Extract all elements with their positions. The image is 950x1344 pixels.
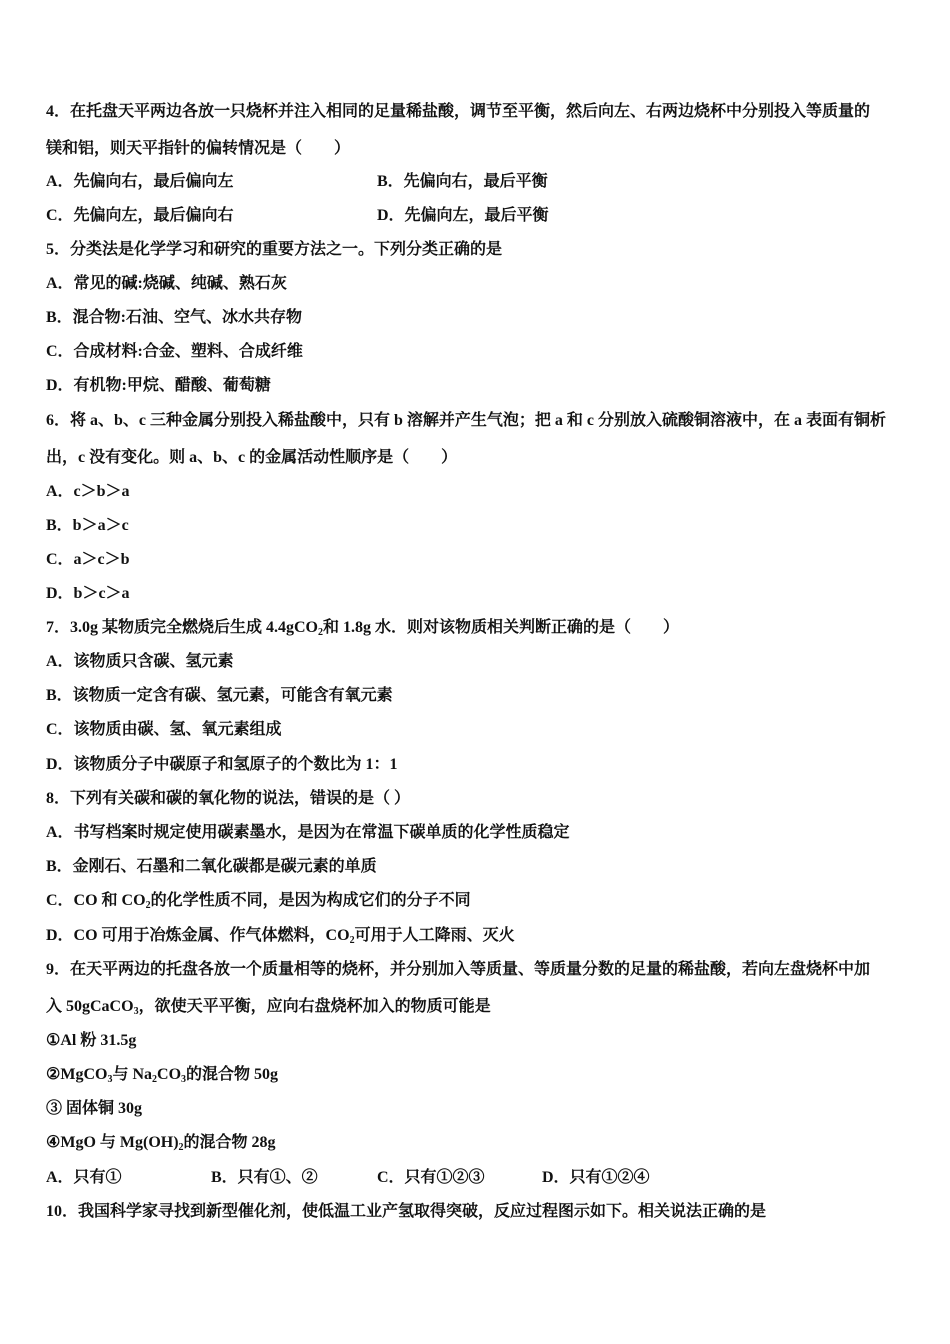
text: 可用于人工降雨、灭火 (354, 927, 515, 944)
q9-option-d: D．只有①②④ (542, 1169, 650, 1186)
q5-option-d: D．有机物:甲烷、醋酸、葡萄糖 (46, 377, 271, 394)
subscript: 2 (145, 900, 151, 911)
text: ②MgCO (46, 1066, 108, 1083)
text: ，欲使天平平衡，应向右盘烧杯加入的物质可能是 (138, 998, 491, 1015)
q5-stem: 5．分类法是化学学习和研究的重要方法之一。下列分类正确的是 (46, 241, 503, 258)
q9-item-4 (46, 1133, 276, 1153)
text: 与 Na (112, 1066, 153, 1083)
q9-option-a: A．只有① (46, 1169, 122, 1186)
q4-stem-line-2: 镁和铝，则天平指针的偏转情况是（ ） (46, 140, 351, 157)
text: CO (157, 1066, 182, 1083)
text: 的混合物 28g (183, 1134, 276, 1151)
q4-option-a: A．先偏向右，最后偏向左 (46, 173, 234, 190)
subscript: 2 (318, 627, 324, 638)
q9-item-1: ①Al 粉 31.5g (46, 1032, 137, 1049)
q5-option-c: C．合成材料:合金、塑料、合成纤维 (46, 343, 303, 360)
q4-stem-line-1: 4．在托盘天平两边各放一只烧杯并注入相同的足量稀盐酸，调节至平衡，然后向左、右两边烧杯中分别投入等质量的 (46, 103, 871, 120)
q7-option-d: D．该物质分子中碳原子和氢原子的个数比为 1：1 (46, 756, 398, 773)
q6-option-c: C．a＞c＞b (46, 551, 130, 568)
q9-item-3: ③ 固体铜 30g (46, 1100, 143, 1117)
q7-option-b: B．该物质一定含有碳、氢元素，可能含有氧元素 (46, 687, 393, 704)
q7-stem-text: 7．3.0g 某物质完全燃烧后生成 4.4gCO (46, 619, 319, 636)
q7-option-c: C．该物质由碳、氢、氧元素组成 (46, 721, 282, 738)
q5-option-b: B．混合物:石油、空气、冰水共存物 (46, 309, 303, 326)
q7-option-a: A．该物质只含碳、氢元素 (46, 653, 234, 670)
q9-option-c: C．只有①②③ (377, 1169, 485, 1186)
text: 入 50gCaCO (46, 998, 134, 1015)
q6-option-a: A．c＞b＞a (46, 483, 130, 500)
q8-option-b: B．金刚石、石墨和二氧化碳都是碳元素的单质 (46, 858, 377, 875)
q9-stem-line-1: 9．在天平两边的托盘各放一个质量相等的烧杯，并分别加入等质量、等质量分数的足量的稀盐酸，若向左盘烧杯中加 (46, 961, 871, 978)
subscript: 3 (107, 1074, 113, 1085)
text: 的化学性质不同，是因为构成它们的分子不同 (150, 892, 471, 909)
q8-option-d (46, 926, 515, 946)
q8-option-c (46, 891, 471, 911)
q8-option-a: A．书写档案时规定使用碳素墨水，是因为在常温下碳单质的化学性质稳定 (46, 824, 570, 841)
q7-stem-text: 和 1.8g 水．则对该物质相关判断正确的是（ ） (323, 619, 680, 636)
text: 的混合物 50g (186, 1066, 279, 1083)
q4-option-d: D．先偏向左，最后平衡 (377, 207, 549, 224)
q6-option-b: B．b＞a＞c (46, 517, 129, 534)
text: C．CO 和 CO (46, 892, 146, 909)
subscript: 2 (349, 935, 355, 946)
q7-stem (46, 618, 679, 638)
q6-option-d: D．b＞c＞a (46, 585, 130, 602)
q6-stem-line-2: 出，c 没有变化。则 a、b、c 的金属活动性顺序是（ ） (46, 449, 458, 466)
q4-option-b: B．先偏向右，最后平衡 (377, 173, 548, 190)
subscript: 3 (181, 1074, 187, 1085)
q10-stem: 10．我国科学家寻找到新型催化剂，使低温工业产氢取得突破，反应过程图示如下。相关说法正确的是 (46, 1203, 767, 1220)
q9-option-b: B．只有①、② (211, 1169, 318, 1186)
q9-item-2 (46, 1065, 278, 1085)
subscript: 3 (133, 1006, 139, 1017)
q4-option-c: C．先偏向左，最后偏向右 (46, 207, 234, 224)
text: ④MgO 与 Mg(OH) (46, 1134, 179, 1151)
q6-stem-line-1: 6．将 a、b、c 三种金属分别投入稀盐酸中，只有 b 溶解并产生气泡；把 a 和 c 分别放入硫酸铜溶液中，在 a 表面有铜析 (46, 412, 887, 429)
subscript: 2 (152, 1074, 158, 1085)
q5-option-a: A．常见的碱:烧碱、纯碱、熟石灰 (46, 275, 287, 292)
text: D．CO 可用于冶炼金属、作气体燃料，CO (46, 927, 350, 944)
q9-stem-line-2 (46, 997, 491, 1017)
q8-stem: 8．下列有关碳和碳的氧化物的说法，错误的是（ ） (46, 790, 411, 807)
subscript: 2 (178, 1142, 184, 1153)
